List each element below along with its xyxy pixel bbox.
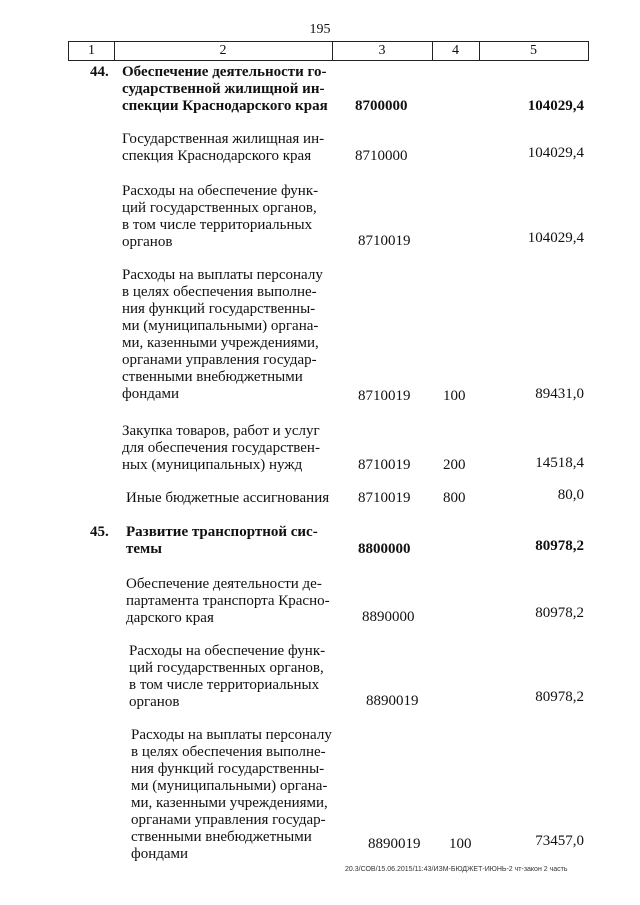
row-description xyxy=(122,183,337,251)
header-col-4: 4 xyxy=(452,43,459,58)
row-code: 8710019 xyxy=(358,490,411,506)
row-amount: 80,0 xyxy=(557,487,584,503)
row-amount: 89431,0 xyxy=(535,386,584,402)
desc-line: в целях обеспечения выполне- xyxy=(131,744,326,760)
desc-line: фондами xyxy=(131,846,189,862)
row-number: 45. xyxy=(90,524,109,540)
row-amount: 104029,4 xyxy=(527,230,584,246)
row-number: 44. xyxy=(90,64,109,80)
desc-line: Закупка товаров, работ и услуг xyxy=(122,423,320,439)
desc-line: спекции Краснодарского края xyxy=(122,98,328,114)
desc-line: Расходы на обеспечение функ- xyxy=(122,183,319,199)
desc-line: в том числе территориальных xyxy=(129,677,320,693)
header-col-3: 3 xyxy=(378,43,386,58)
desc-line: органов xyxy=(129,694,180,710)
row-code: 8700000 xyxy=(355,98,408,114)
row-amount: 104029,4 xyxy=(527,145,584,161)
row-code: 8800000 xyxy=(358,541,411,557)
row-code: 8890019 xyxy=(366,693,419,709)
desc-line: Расходы на выплаты персоналу xyxy=(131,727,332,743)
row-group: 800 xyxy=(443,490,466,506)
row-description xyxy=(122,267,337,403)
row-amount: 73457,0 xyxy=(535,833,584,849)
desc-line: Обеспечение деятельности де- xyxy=(126,576,322,592)
page-number: 195 xyxy=(309,22,331,37)
row-amount: 80978,2 xyxy=(535,605,584,621)
desc-line: Расходы на выплаты персоналу xyxy=(122,267,323,283)
row-code: 8710019 xyxy=(358,388,411,404)
row-description xyxy=(122,131,337,165)
desc-line: ния функций государственны- xyxy=(131,761,325,777)
row-group: 100 xyxy=(449,836,472,852)
header-col-2: 2 xyxy=(219,43,227,58)
row-description xyxy=(126,524,341,558)
desc-line: ми (муниципальными) органа- xyxy=(131,778,328,794)
desc-line: сударственной жилищной ин- xyxy=(122,81,325,97)
row-description xyxy=(122,423,337,474)
row-description xyxy=(126,490,356,507)
desc-line: ми (муниципальными) органа- xyxy=(122,318,319,334)
row-code: 8710019 xyxy=(358,457,411,473)
desc-line: Государственная жилищная ин- xyxy=(122,131,325,147)
desc-line: ми, казенными учреждениями, xyxy=(122,335,319,351)
desc-line: Обеспечение деятельности го- xyxy=(122,64,327,80)
row-description xyxy=(129,643,344,711)
desc-line: в целях обеспечения выполне- xyxy=(122,284,317,300)
row-group: 200 xyxy=(443,457,466,473)
desc-line: ми, казенными учреждениями, xyxy=(131,795,328,811)
row-amount: 14518,4 xyxy=(535,455,584,471)
desc-line: ния функций государственны- xyxy=(122,301,316,317)
row-code: 8710019 xyxy=(358,233,411,249)
desc-line: фондами xyxy=(122,386,180,402)
desc-line: ственными внебюджетными xyxy=(122,369,303,385)
desc-line: органов xyxy=(122,234,173,250)
row-amount: 104029,4 xyxy=(527,98,584,114)
row-code: 8890000 xyxy=(362,609,415,625)
row-amount: 80978,2 xyxy=(535,689,584,705)
desc-line: дарского края xyxy=(126,610,214,626)
desc-line: партамента транспорта Красно- xyxy=(126,593,330,609)
row-amount: 80978,2 xyxy=(535,538,584,554)
desc-line: Развитие транспортной сис- xyxy=(126,524,318,540)
row-description xyxy=(122,64,337,115)
desc-line: ций государственных органов, xyxy=(129,660,324,676)
desc-line: органами управления государ- xyxy=(131,812,326,828)
desc-line: Расходы на обеспечение функ- xyxy=(129,643,326,659)
row-description xyxy=(131,727,346,863)
desc-line: для обеспечения государствен- xyxy=(122,440,320,456)
row-group: 100 xyxy=(443,388,466,404)
row-description xyxy=(126,576,341,627)
header-col-1: 1 xyxy=(88,43,95,58)
desc-line: ных (муниципальных) нужд xyxy=(122,457,303,473)
desc-line: Иные бюджетные ассигнования xyxy=(126,490,330,506)
desc-line: ций государственных органов, xyxy=(122,200,317,216)
desc-line: темы xyxy=(126,541,162,557)
desc-line: ственными внебюджетными xyxy=(131,829,312,845)
table-header xyxy=(68,41,589,61)
desc-line: в том числе территориальных xyxy=(122,217,313,233)
row-code: 8710000 xyxy=(355,148,408,164)
desc-line: органами управления государ- xyxy=(122,352,317,368)
footer-note: 20.3/СОВ/15.06.2015/11:43/ИЗМ-БЮДЖЕТ-ИЮНЬ-2 чт-закон 2 часть xyxy=(345,866,568,873)
desc-line: спекция Краснодарского края xyxy=(122,148,312,164)
header-col-5: 5 xyxy=(530,43,537,58)
row-code: 8890019 xyxy=(368,836,421,852)
